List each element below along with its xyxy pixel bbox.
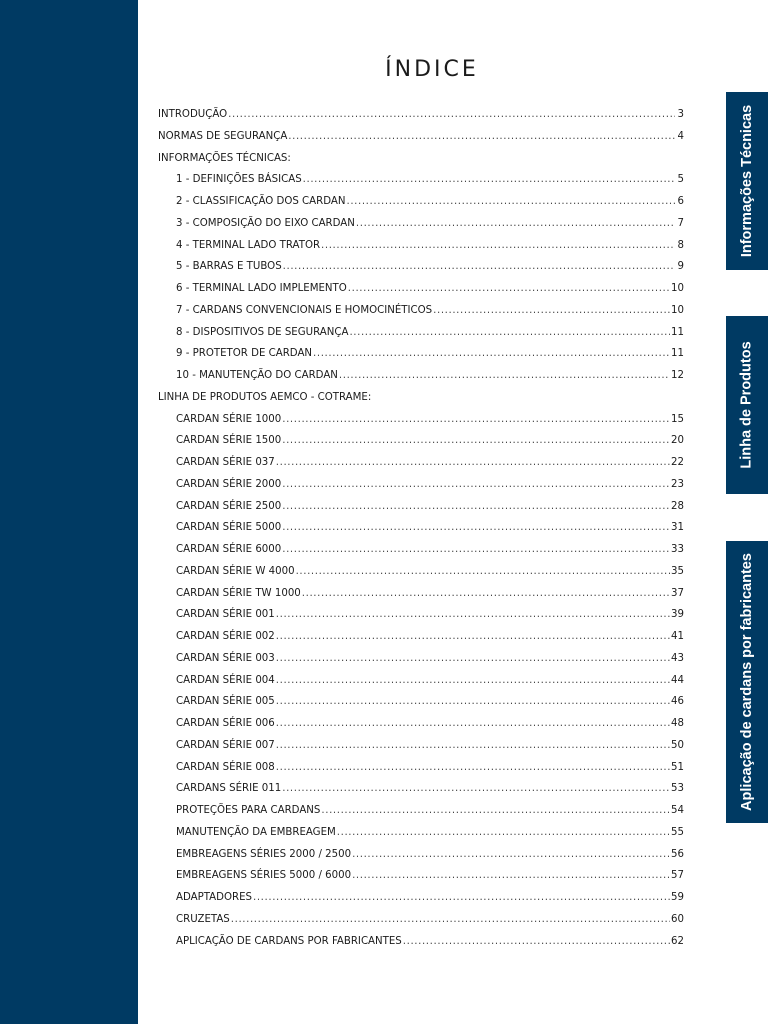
dot-leader bbox=[313, 343, 670, 365]
toc-entry-label: MANUTENÇÃO DA EMBREAGEM bbox=[176, 826, 336, 838]
dot-leader bbox=[276, 626, 670, 648]
toc-entry-label: 4 - TERMINAL LADO TRATOR bbox=[176, 239, 321, 251]
toc-entry-label: CARDAN SÉRIE 1000 bbox=[176, 413, 282, 425]
toc-entry-page-number: 11 bbox=[671, 348, 684, 360]
toc-entry-label: INTRODUÇÃO bbox=[158, 109, 228, 120]
toc-entry-page-number: 5 bbox=[677, 174, 684, 186]
toc-entry-page-number: 46 bbox=[671, 696, 684, 708]
toc-entry-label: 10 - MANUTENÇÃO DO CARDAN bbox=[176, 370, 338, 381]
toc-entry-label: EMBREAGENS SÉRIES 2000 / 2500 bbox=[176, 848, 352, 860]
toc-entry-label: EMBREAGENS SÉRIES 5000 / 6000 bbox=[176, 870, 352, 882]
toc-entry-label: CARDAN SÉRIE 2500 bbox=[176, 500, 282, 512]
toc-entry-label: CARDAN SÉRIE 004 bbox=[176, 674, 275, 686]
toc-entry-page-number: 3 bbox=[677, 109, 684, 120]
toc-entry[interactable] bbox=[158, 735, 684, 757]
toc-entry-label: ADAPTADORES bbox=[176, 892, 252, 903]
dot-leader bbox=[339, 365, 670, 387]
toc-entry-page-number: 53 bbox=[671, 783, 684, 795]
toc-entry[interactable] bbox=[158, 757, 684, 779]
table-of-contents bbox=[158, 104, 684, 952]
toc-entry[interactable] bbox=[158, 104, 684, 126]
toc-entry-page-number: 23 bbox=[671, 478, 684, 490]
toc-entry-label: APLICAÇÃO DE CARDANS POR FABRICANTES bbox=[176, 935, 402, 947]
toc-entry[interactable] bbox=[158, 626, 684, 648]
toc-entry-label: 2 - CLASSIFICAÇÃO DOS CARDAN bbox=[176, 196, 346, 207]
toc-entry-label: CARDAN SÉRIE 005 bbox=[176, 696, 275, 708]
toc-entry[interactable] bbox=[158, 430, 684, 452]
dot-leader bbox=[356, 213, 675, 235]
tab-label: Linha de Produtos bbox=[739, 341, 755, 469]
toc-entry-label: PROTEÇÕES PARA CARDANS bbox=[176, 805, 321, 816]
toc-entry[interactable] bbox=[158, 887, 684, 909]
toc-entry-page-number: 9 bbox=[677, 261, 684, 273]
toc-entry[interactable] bbox=[158, 387, 684, 409]
dot-leader bbox=[352, 844, 670, 866]
toc-entry[interactable] bbox=[158, 474, 684, 496]
toc-entry-page-number: 37 bbox=[671, 587, 684, 599]
dot-leader bbox=[288, 126, 675, 148]
dot-leader bbox=[337, 822, 670, 844]
toc-entry[interactable] bbox=[158, 561, 684, 583]
toc-entry-label: CARDANS SÉRIE 011 bbox=[176, 783, 282, 795]
dot-leader bbox=[348, 278, 670, 300]
toc-entry[interactable] bbox=[158, 670, 684, 692]
dot-leader bbox=[282, 778, 670, 800]
toc-entry-label: 1 - DEFINIÇÕES BÁSICAS bbox=[176, 174, 302, 186]
toc-entry-page-number: 6 bbox=[677, 196, 684, 207]
toc-entry-page-number: 62 bbox=[671, 935, 684, 947]
toc-entry-page-number: 31 bbox=[671, 522, 684, 534]
dot-leader bbox=[349, 322, 670, 344]
toc-entry-label: CARDAN SÉRIE 1500 bbox=[176, 435, 282, 447]
toc-entry-label: CARDAN SÉRIE W 4000 bbox=[176, 565, 295, 577]
dot-leader bbox=[282, 496, 670, 518]
dot-leader bbox=[321, 235, 675, 257]
toc-entry[interactable] bbox=[158, 691, 684, 713]
dot-leader bbox=[276, 670, 670, 692]
toc-entry[interactable] bbox=[158, 278, 684, 300]
tab-informacoes-tecnicas[interactable] bbox=[726, 92, 768, 270]
toc-entry[interactable] bbox=[158, 865, 684, 887]
tab-linha-de-produtos[interactable] bbox=[726, 316, 768, 494]
dot-leader bbox=[276, 691, 670, 713]
toc-entry[interactable] bbox=[158, 191, 684, 213]
dot-leader bbox=[276, 604, 670, 626]
toc-entry[interactable] bbox=[158, 539, 684, 561]
dot-leader bbox=[276, 452, 670, 474]
dot-leader bbox=[276, 757, 670, 779]
toc-entry[interactable] bbox=[158, 604, 684, 626]
toc-entry[interactable] bbox=[158, 213, 684, 235]
dot-leader bbox=[253, 887, 670, 909]
dot-leader bbox=[352, 865, 670, 887]
toc-entry-page-number: 48 bbox=[671, 718, 684, 729]
dot-leader bbox=[346, 191, 675, 213]
toc-entry[interactable] bbox=[158, 800, 684, 822]
toc-entry[interactable] bbox=[158, 517, 684, 539]
toc-entry-label: 5 - BARRAS E TUBOS bbox=[176, 261, 282, 273]
toc-entry[interactable] bbox=[158, 496, 684, 518]
toc-entry[interactable] bbox=[158, 909, 684, 931]
toc-entry-page-number: 8 bbox=[677, 239, 684, 251]
toc-entry-label: LINHA DE PRODUTOS AEMCO - COTRAME: bbox=[158, 391, 372, 403]
toc-entry[interactable] bbox=[158, 365, 684, 387]
dot-leader bbox=[282, 409, 670, 431]
dot-leader bbox=[231, 909, 670, 931]
toc-entry-page-number: 10 bbox=[671, 283, 684, 294]
toc-entry-page-number: 57 bbox=[671, 870, 684, 882]
toc-entry[interactable] bbox=[158, 931, 684, 953]
tab-label: Informações Técnicas bbox=[739, 104, 756, 258]
toc-entry[interactable] bbox=[158, 322, 684, 344]
dot-leader bbox=[302, 583, 670, 605]
dot-leader bbox=[282, 430, 670, 452]
toc-entry[interactable] bbox=[158, 844, 684, 866]
toc-entry-page-number: 59 bbox=[671, 892, 684, 903]
toc-entry-label: CRUZETAS bbox=[176, 913, 230, 925]
toc-entry-page-number: 4 bbox=[677, 130, 684, 142]
dot-leader bbox=[282, 517, 670, 539]
tab-label: Aplicação de cardans por fabricantes bbox=[739, 553, 755, 811]
toc-entry-page-number: 41 bbox=[671, 631, 684, 642]
toc-entry-page-number: 10 bbox=[671, 304, 684, 316]
dot-leader bbox=[276, 648, 670, 670]
tab-aplicacao-de-cardans[interactable] bbox=[726, 541, 768, 823]
toc-entry-page-number: 33 bbox=[671, 544, 684, 555]
toc-entry[interactable] bbox=[158, 148, 684, 170]
toc-entry[interactable] bbox=[158, 235, 684, 257]
toc-entry-label: CARDAN SÉRIE 003 bbox=[176, 652, 275, 664]
toc-entry-page-number: 15 bbox=[671, 413, 684, 425]
dot-leader bbox=[321, 800, 670, 822]
toc-entry-page-number: 12 bbox=[671, 370, 684, 381]
toc-entry-label: CARDAN SÉRIE 037 bbox=[176, 457, 275, 468]
toc-entry-label: CARDAN SÉRIE 006 bbox=[176, 718, 275, 729]
toc-entry[interactable] bbox=[158, 256, 684, 278]
toc-entry-page-number: 11 bbox=[671, 326, 684, 338]
toc-entry-page-number: 20 bbox=[671, 435, 684, 447]
dot-leader bbox=[282, 474, 670, 496]
toc-entry-label: 6 - TERMINAL LADO IMPLEMENTO bbox=[176, 283, 347, 294]
toc-entry-page-number: 54 bbox=[671, 805, 684, 816]
toc-entry-label: CARDAN SÉRIE 5000 bbox=[176, 522, 282, 534]
toc-entry-label: NORMAS DE SEGURANÇA bbox=[158, 130, 288, 142]
dot-leader bbox=[296, 561, 670, 583]
toc-entry[interactable] bbox=[158, 343, 684, 365]
toc-entry-page-number: 43 bbox=[671, 652, 684, 664]
dot-leader bbox=[433, 300, 670, 322]
toc-entry-page-number: 22 bbox=[671, 457, 684, 468]
toc-entry-label: CARDAN SÉRIE 002 bbox=[176, 631, 275, 642]
toc-entry[interactable] bbox=[158, 778, 684, 800]
toc-entry-label: CARDAN SÉRIE 007 bbox=[176, 739, 275, 751]
toc-entry-label: 7 - CARDANS CONVENCIONAIS E HOMOCINÉTICOS bbox=[176, 304, 433, 316]
toc-entry[interactable] bbox=[158, 169, 684, 191]
dot-leader bbox=[276, 735, 670, 757]
dot-leader bbox=[303, 169, 675, 191]
toc-entry[interactable] bbox=[158, 409, 684, 431]
dot-leader bbox=[228, 104, 675, 126]
toc-entry-label: CARDAN SÉRIE 6000 bbox=[176, 544, 282, 555]
toc-entry[interactable] bbox=[158, 300, 684, 322]
toc-entry-label: 3 - COMPOSIÇÃO DO EIXO CARDAN bbox=[176, 217, 355, 229]
toc-entry-page-number: 55 bbox=[671, 826, 684, 838]
toc-entry-page-number: 51 bbox=[671, 761, 684, 773]
toc-entry-page-number: 44 bbox=[671, 674, 684, 686]
toc-entry-page-number: 28 bbox=[671, 500, 684, 512]
page-title: ÍNDICE bbox=[385, 57, 479, 82]
toc-entry-page-number: 35 bbox=[671, 565, 684, 577]
toc-entry[interactable] bbox=[158, 452, 684, 474]
toc-entry-label: INFORMAÇÕES TÉCNICAS: bbox=[158, 152, 291, 164]
toc-entry[interactable] bbox=[158, 648, 684, 670]
toc-entry-page-number: 56 bbox=[671, 848, 684, 860]
toc-entry-page-number: 50 bbox=[671, 739, 684, 751]
toc-entry-label: 9 - PROTETOR DE CARDAN bbox=[176, 348, 313, 360]
dot-leader bbox=[276, 713, 670, 735]
toc-entry[interactable] bbox=[158, 822, 684, 844]
left-color-band bbox=[0, 0, 138, 1024]
dot-leader bbox=[283, 256, 675, 278]
toc-entry-page-number: 39 bbox=[671, 609, 684, 621]
toc-entry[interactable] bbox=[158, 713, 684, 735]
toc-entry-page-number: 60 bbox=[671, 913, 684, 925]
toc-entry-label: 8 - DISPOSITIVOS DE SEGURANÇA bbox=[176, 326, 349, 338]
toc-entry[interactable] bbox=[158, 126, 684, 148]
toc-entry-label: CARDAN SÉRIE 008 bbox=[176, 761, 275, 773]
dot-leader bbox=[282, 539, 670, 561]
toc-entry-label: CARDAN SÉRIE TW 1000 bbox=[176, 587, 301, 599]
toc-entry-page-number: 7 bbox=[677, 217, 684, 229]
dot-leader bbox=[403, 931, 670, 953]
toc-entry[interactable] bbox=[158, 583, 684, 605]
toc-entry-label: CARDAN SÉRIE 2000 bbox=[176, 478, 282, 490]
toc-entry-label: CARDAN SÉRIE 001 bbox=[176, 609, 275, 621]
